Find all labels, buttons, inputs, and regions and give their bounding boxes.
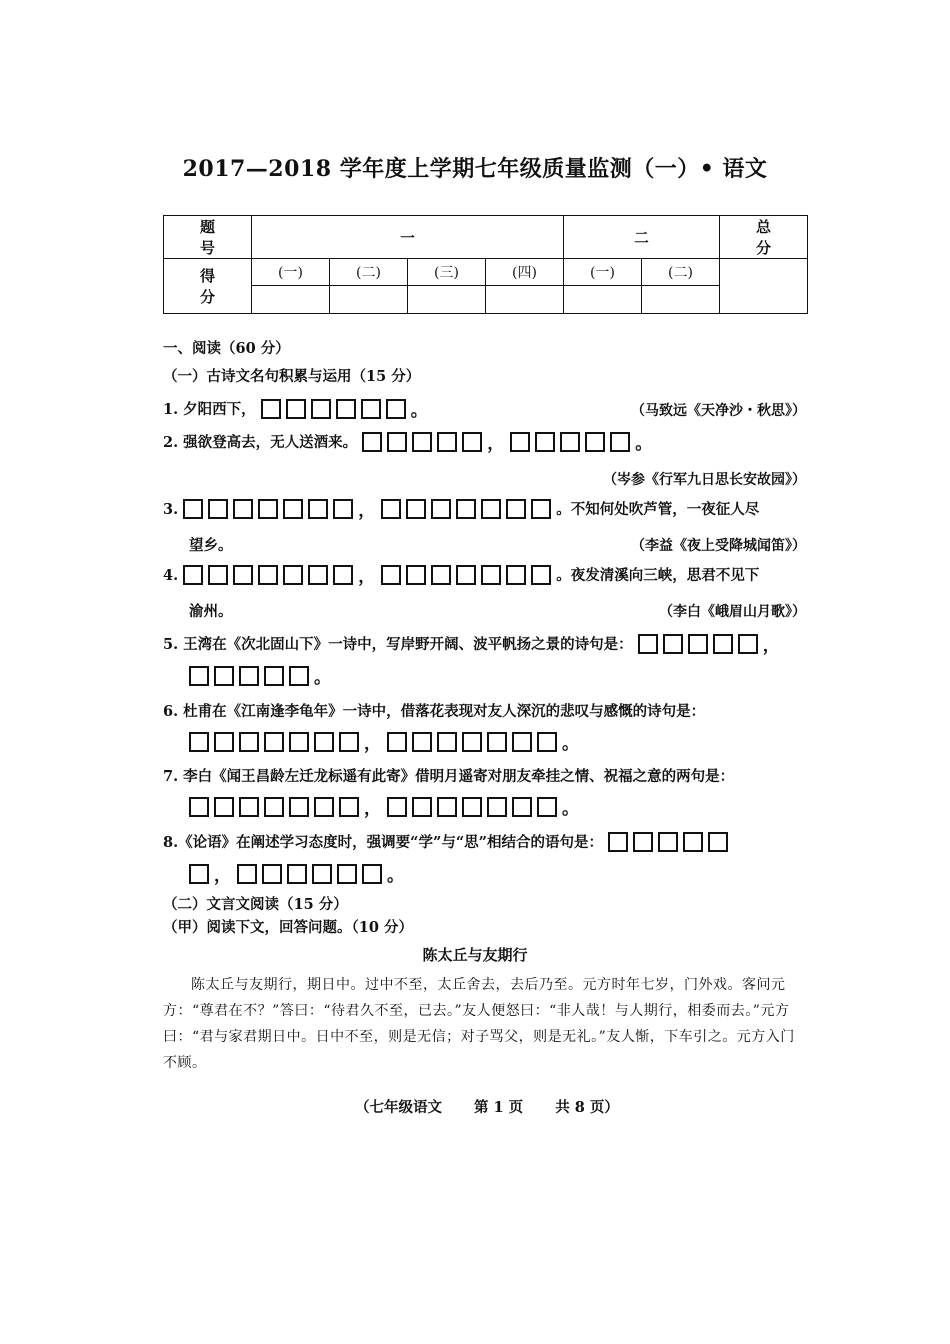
answer-box[interactable] bbox=[456, 565, 476, 585]
period: 。 bbox=[562, 734, 579, 754]
page-title: 2017—2018 学年度上学期七年级质量监测（一）• 语文 bbox=[182, 156, 768, 182]
score-table-total-label: 总 分 bbox=[720, 216, 808, 259]
question-3-line2: 望乡。 bbox=[189, 537, 233, 554]
answer-box[interactable] bbox=[289, 666, 309, 686]
answer-box[interactable] bbox=[233, 499, 253, 519]
question-1 bbox=[163, 396, 434, 425]
answer-box[interactable] bbox=[189, 864, 209, 884]
question-3-number: 3. bbox=[163, 501, 179, 518]
comma: ， bbox=[762, 636, 780, 656]
answer-box[interactable] bbox=[214, 797, 234, 817]
footer-total-pages: 共 8 页） bbox=[555, 1099, 619, 1116]
answer-box[interactable] bbox=[386, 399, 406, 419]
answer-box[interactable] bbox=[314, 797, 334, 817]
answer-box[interactable] bbox=[462, 732, 482, 752]
answer-box[interactable] bbox=[585, 432, 605, 452]
answer-box[interactable] bbox=[406, 565, 426, 585]
answer-box[interactable] bbox=[333, 565, 353, 585]
comma: ， bbox=[358, 501, 376, 521]
question-4-source: （李白《峨眉山月歌》） bbox=[659, 604, 806, 620]
answer-box[interactable] bbox=[531, 565, 551, 585]
passage-text: 陈太丘与友期行，期日中。过中不至，太丘舍去，去后乃至。元方时年七岁，门外戏。客问元方：“尊君在不？”答曰：“待君久不至，已去。”友人便怒曰：“非人哉！与人期行，相委而去。”元方曰：“君与家君期日中。日中不至，则是无信；对子骂父，则是无礼。”友人惭，下车引之。元方入门不顾。 bbox=[163, 977, 795, 1071]
score-table-header-label: 题 号 bbox=[164, 216, 252, 259]
question-3-source: （李益《夜上受降城闻笛》） bbox=[631, 538, 806, 554]
question-4 bbox=[163, 562, 759, 591]
answer-box[interactable] bbox=[189, 797, 209, 817]
answer-box[interactable] bbox=[189, 666, 209, 686]
answer-box[interactable] bbox=[214, 732, 234, 752]
answer-box[interactable] bbox=[233, 565, 253, 585]
answer-box[interactable] bbox=[287, 864, 307, 884]
subsection-heading-part-a: （甲）阅读下文，回答问题。（10 分） bbox=[163, 919, 413, 936]
question-6-text: 6. 杜甫在《江南逢李龟年》一诗中，借落花表现对友人深沉的悲叹与感慨的诗句是： bbox=[163, 703, 706, 720]
question-7-answer bbox=[189, 794, 585, 823]
answer-box[interactable] bbox=[462, 797, 482, 817]
answer-box[interactable] bbox=[283, 565, 303, 585]
score-table-sub: (一) bbox=[252, 259, 330, 286]
answer-box[interactable] bbox=[431, 565, 451, 585]
answer-box[interactable] bbox=[510, 432, 530, 452]
answer-box[interactable] bbox=[531, 499, 551, 519]
answer-box[interactable] bbox=[264, 666, 284, 686]
score-table-sub: (二) bbox=[330, 259, 408, 286]
answer-box[interactable] bbox=[560, 432, 580, 452]
subsection-heading-poetry: （一）古诗文名句积累与运用（15 分） bbox=[163, 368, 421, 385]
answer-box[interactable] bbox=[239, 666, 259, 686]
answer-box[interactable] bbox=[638, 634, 658, 654]
score-table-sub: (二) bbox=[642, 259, 720, 286]
comma: ， bbox=[364, 734, 381, 754]
question-1-source: （马致远《天净沙・秋思》） bbox=[631, 403, 806, 419]
answer-box[interactable] bbox=[362, 432, 382, 452]
answer-box[interactable] bbox=[336, 399, 356, 419]
score-cell-total[interactable] bbox=[720, 259, 808, 314]
comma: ， bbox=[358, 567, 376, 587]
answer-box[interactable] bbox=[537, 732, 557, 752]
score-table bbox=[163, 215, 808, 314]
answer-box[interactable] bbox=[481, 499, 501, 519]
score-cell[interactable] bbox=[252, 286, 330, 314]
answer-box[interactable] bbox=[487, 797, 507, 817]
answer-box[interactable] bbox=[283, 499, 303, 519]
answer-box[interactable] bbox=[512, 732, 532, 752]
answer-box[interactable] bbox=[412, 797, 432, 817]
question-8-text: 8.《论语》在阐述学习态度时，强调要“学”与“思”相结合的语句是： bbox=[163, 834, 603, 851]
answer-box[interactable] bbox=[506, 499, 526, 519]
score-cell[interactable] bbox=[486, 286, 564, 314]
answer-box[interactable] bbox=[381, 565, 401, 585]
answer-box[interactable] bbox=[387, 797, 407, 817]
score-cell[interactable] bbox=[642, 286, 720, 314]
answer-box[interactable] bbox=[258, 565, 278, 585]
answer-box[interactable] bbox=[610, 432, 630, 452]
answer-box[interactable] bbox=[308, 499, 328, 519]
answer-box[interactable] bbox=[286, 399, 306, 419]
period: 。 bbox=[562, 799, 579, 819]
answer-box[interactable] bbox=[431, 499, 451, 519]
page-footer bbox=[355, 1096, 651, 1117]
answer-box[interactable] bbox=[361, 399, 381, 419]
answer-box[interactable] bbox=[362, 864, 382, 884]
answer-box[interactable] bbox=[412, 432, 432, 452]
question-2 bbox=[163, 429, 658, 458]
footer-subject: （七年级语文 bbox=[355, 1099, 442, 1116]
answer-box[interactable] bbox=[258, 499, 278, 519]
answer-box[interactable] bbox=[183, 565, 203, 585]
question-8-line2 bbox=[189, 861, 410, 890]
answer-box[interactable] bbox=[311, 399, 331, 419]
answer-box[interactable] bbox=[208, 565, 228, 585]
answer-box[interactable] bbox=[387, 732, 407, 752]
answer-box[interactable] bbox=[237, 864, 257, 884]
answer-box[interactable] bbox=[462, 432, 482, 452]
question-4-number: 4. bbox=[163, 567, 179, 584]
period: 。 bbox=[410, 401, 428, 421]
answer-box[interactable] bbox=[314, 732, 334, 752]
answer-box[interactable] bbox=[381, 499, 401, 519]
score-table-part2: 二 bbox=[564, 216, 720, 259]
answer-box[interactable] bbox=[437, 432, 457, 452]
answer-box[interactable] bbox=[214, 666, 234, 686]
answer-box[interactable] bbox=[683, 832, 703, 852]
question-5-line2 bbox=[189, 663, 337, 692]
subsection-heading-classical: （二）文言文阅读（15 分） bbox=[163, 896, 348, 913]
answer-box[interactable] bbox=[339, 797, 359, 817]
question-5-text: 5. 王湾在《次北固山下》一诗中，写岸野开阔、波平帆扬之景的诗句是： bbox=[163, 636, 633, 653]
answer-box[interactable] bbox=[506, 565, 526, 585]
question-4-tail: 。夜发清溪向三峡，思君不见下 bbox=[556, 567, 760, 584]
question-1-text: 1. 夕阳西下， bbox=[163, 401, 256, 418]
answer-box[interactable] bbox=[633, 832, 653, 852]
answer-box[interactable] bbox=[713, 634, 733, 654]
answer-box[interactable] bbox=[333, 499, 353, 519]
question-3 bbox=[163, 496, 759, 525]
answer-box[interactable] bbox=[208, 499, 228, 519]
period: 。 bbox=[635, 434, 653, 454]
score-table-sub: (三) bbox=[408, 259, 486, 286]
answer-box[interactable] bbox=[535, 432, 555, 452]
score-table-sub: (一) bbox=[564, 259, 642, 286]
answer-box[interactable] bbox=[189, 732, 209, 752]
answer-box[interactable] bbox=[708, 832, 728, 852]
question-4-line2: 渝州。 bbox=[189, 603, 233, 620]
answer-box[interactable] bbox=[608, 832, 628, 852]
answer-box[interactable] bbox=[738, 634, 758, 654]
answer-box[interactable] bbox=[308, 565, 328, 585]
score-table-part1: 一 bbox=[252, 216, 564, 259]
answer-box[interactable] bbox=[537, 797, 557, 817]
answer-box[interactable] bbox=[481, 565, 501, 585]
answer-box[interactable] bbox=[312, 864, 332, 884]
answer-box[interactable] bbox=[339, 732, 359, 752]
answer-box[interactable] bbox=[239, 797, 259, 817]
answer-box[interactable] bbox=[437, 732, 457, 752]
answer-box[interactable] bbox=[261, 399, 281, 419]
score-cell[interactable] bbox=[330, 286, 408, 314]
answer-box[interactable] bbox=[239, 732, 259, 752]
question-8 bbox=[163, 829, 733, 857]
score-cell[interactable] bbox=[564, 286, 642, 314]
score-table-score-label: 得 分 bbox=[164, 259, 252, 314]
answer-box[interactable] bbox=[487, 732, 507, 752]
score-table-sub: (四) bbox=[486, 259, 564, 286]
answer-box[interactable] bbox=[663, 634, 683, 654]
answer-box[interactable] bbox=[437, 797, 457, 817]
answer-box[interactable] bbox=[289, 732, 309, 752]
question-2-source: （岑参《行军九日思长安故园》） bbox=[603, 472, 806, 488]
question-2-text: 2. 强欲登高去，无人送酒来。 bbox=[163, 434, 358, 451]
answer-box[interactable] bbox=[262, 864, 282, 884]
comma: ， bbox=[487, 434, 505, 454]
answer-box[interactable] bbox=[183, 499, 203, 519]
section-heading-reading: 一、阅读（60 分） bbox=[163, 340, 290, 357]
answer-box[interactable] bbox=[289, 797, 309, 817]
answer-box[interactable] bbox=[512, 797, 532, 817]
answer-box[interactable] bbox=[264, 732, 284, 752]
passage-title: 陈太丘与友期行 bbox=[422, 946, 528, 964]
answer-box[interactable] bbox=[688, 634, 708, 654]
answer-box[interactable] bbox=[337, 864, 357, 884]
period: 。 bbox=[314, 668, 331, 688]
answer-box[interactable] bbox=[387, 432, 407, 452]
question-7-text: 7. 李白《闻王昌龄左迁龙标遥有此寄》借明月遥寄对朋友牵挂之情、祝福之意的两句是： bbox=[163, 768, 735, 785]
answer-box[interactable] bbox=[406, 499, 426, 519]
period: 。 bbox=[387, 866, 404, 886]
comma: ， bbox=[214, 866, 231, 886]
score-cell[interactable] bbox=[408, 286, 486, 314]
comma: ， bbox=[364, 799, 381, 819]
question-3-tail: 。不知何处吹芦管，一夜征人尽 bbox=[556, 501, 760, 518]
answer-box[interactable] bbox=[264, 797, 284, 817]
question-5 bbox=[163, 631, 786, 660]
question-6-answer bbox=[189, 729, 585, 758]
answer-box[interactable] bbox=[412, 732, 432, 752]
answer-box[interactable] bbox=[658, 832, 678, 852]
footer-page-number: 第 1 页 bbox=[474, 1099, 524, 1116]
answer-box[interactable] bbox=[456, 499, 476, 519]
